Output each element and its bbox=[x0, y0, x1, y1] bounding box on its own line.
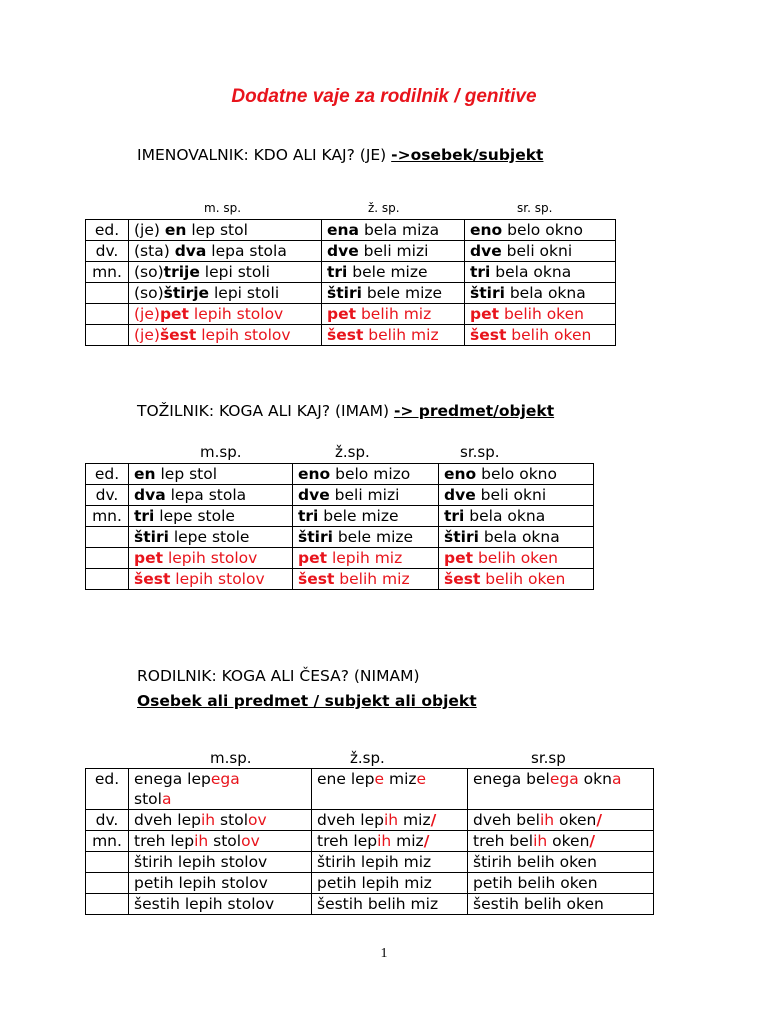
col-header-z: ž.sp. bbox=[350, 749, 385, 767]
table-row bbox=[86, 831, 654, 852]
table-cell: ene lepe mize bbox=[312, 769, 468, 810]
row-label: ed. bbox=[86, 220, 129, 241]
table-cell: šest belih oken bbox=[439, 569, 594, 590]
col-header-sr: sr.sp bbox=[531, 749, 566, 767]
table-cell: šestih lepih stolov bbox=[129, 894, 312, 915]
table-cell: dve beli mizi bbox=[322, 241, 465, 262]
row-label bbox=[86, 894, 129, 915]
imenovalnik-heading: IMENOVALNIK: KDO ALI KAJ? (JE) ->osebek/subjekt bbox=[137, 146, 544, 164]
table-cell: eno belo mizo bbox=[293, 464, 439, 485]
table-cell: (so)trije lepi stoli bbox=[129, 262, 322, 283]
row-label bbox=[86, 304, 129, 325]
table-cell: en lep stol bbox=[129, 464, 293, 485]
table-cell: pet lepih stolov bbox=[129, 548, 293, 569]
table-cell: dve beli okni bbox=[465, 241, 616, 262]
table-row bbox=[86, 894, 654, 915]
table-cell: šest lepih stolov bbox=[129, 569, 293, 590]
table-cell: ena bela miza bbox=[322, 220, 465, 241]
table-cell: štirih belih oken bbox=[468, 852, 654, 873]
table-row bbox=[86, 283, 616, 304]
table-row bbox=[86, 220, 616, 241]
row-label bbox=[86, 873, 129, 894]
table-row bbox=[86, 548, 594, 569]
table-row bbox=[86, 852, 654, 873]
table-cell: (je)šest lepih stolov bbox=[129, 325, 322, 346]
col-header-m: m. sp. bbox=[204, 201, 242, 215]
row-label bbox=[86, 527, 129, 548]
table-cell: (je) en lep stol bbox=[129, 220, 322, 241]
table-cell: pet belih oken bbox=[465, 304, 616, 325]
table-cell: petih belih oken bbox=[468, 873, 654, 894]
table-row bbox=[86, 485, 594, 506]
table-cell: dveh lepih miz/ bbox=[312, 810, 468, 831]
table-cell: eno belo okno bbox=[465, 220, 616, 241]
table-cell: štiri bela okna bbox=[465, 283, 616, 304]
table-cell: pet lepih miz bbox=[293, 548, 439, 569]
table-cell: tri bele mize bbox=[293, 506, 439, 527]
rodilnik-subheading: Osebek ali predmet / subjekt ali objekt bbox=[137, 692, 477, 710]
table-cell: tri bele mize bbox=[322, 262, 465, 283]
table-cell: eno belo okno bbox=[439, 464, 594, 485]
table-row bbox=[86, 569, 594, 590]
table-cell: štiri bela okna bbox=[439, 527, 594, 548]
table-cell: (je)pet lepih stolov bbox=[129, 304, 322, 325]
row-label: mn. bbox=[86, 506, 129, 527]
table-cell: šestih belih miz bbox=[312, 894, 468, 915]
table-row bbox=[86, 810, 654, 831]
table-row bbox=[86, 241, 616, 262]
col-header-sr: sr. sp. bbox=[517, 201, 553, 215]
table-cell: enega belega okna bbox=[468, 769, 654, 810]
table-cell: dva lepa stola bbox=[129, 485, 293, 506]
row-label: ed. bbox=[86, 464, 129, 485]
tozilnik-heading: TOŽILNIK: KOGA ALI KAJ? (IMAM) -> predmet/objekt bbox=[137, 402, 555, 420]
table-cell: šest belih miz bbox=[322, 325, 465, 346]
col-header-m: m.sp. bbox=[200, 443, 242, 461]
table-cell: šestih belih oken bbox=[468, 894, 654, 915]
table-cell: pet belih oken bbox=[439, 548, 594, 569]
page-title: Dodatne vaje za rodilnik / genitive bbox=[231, 86, 537, 107]
table-row bbox=[86, 464, 594, 485]
row-label: dv. bbox=[86, 241, 129, 262]
table-cell: treh lepih stolov bbox=[129, 831, 312, 852]
table-cell: enega lepega stola bbox=[129, 769, 312, 810]
table-row bbox=[86, 506, 594, 527]
row-label bbox=[86, 325, 129, 346]
table-cell: treh belih oken/ bbox=[468, 831, 654, 852]
rodilnik-table bbox=[85, 768, 654, 915]
row-label: mn. bbox=[86, 831, 129, 852]
page-number: 1 bbox=[380, 946, 388, 961]
row-label bbox=[86, 852, 129, 873]
table-cell: pet belih miz bbox=[322, 304, 465, 325]
table-cell: tri lepe stole bbox=[129, 506, 293, 527]
table-cell: (so)štirje lepi stoli bbox=[129, 283, 322, 304]
table-cell: štirih lepih stolov bbox=[129, 852, 312, 873]
col-header-sr: sr.sp. bbox=[460, 443, 500, 461]
table-row bbox=[86, 325, 616, 346]
table-cell: petih lepih stolov bbox=[129, 873, 312, 894]
row-label: ed. bbox=[86, 769, 129, 810]
row-label: mn. bbox=[86, 262, 129, 283]
table-row bbox=[86, 527, 594, 548]
table-cell: tri bela okna bbox=[439, 506, 594, 527]
row-label bbox=[86, 569, 129, 590]
table-row bbox=[86, 769, 654, 810]
table-cell: štiri bele mize bbox=[322, 283, 465, 304]
table-cell: (sta) dva lepa stola bbox=[129, 241, 322, 262]
table-cell: treh lepih miz/ bbox=[312, 831, 468, 852]
table-cell: petih lepih miz bbox=[312, 873, 468, 894]
table-cell: dveh belih oken/ bbox=[468, 810, 654, 831]
table-cell: dve beli okni bbox=[439, 485, 594, 506]
table-cell: šest belih miz bbox=[293, 569, 439, 590]
row-label: dv. bbox=[86, 485, 129, 506]
table-row bbox=[86, 873, 654, 894]
row-label: dv. bbox=[86, 810, 129, 831]
table-cell: štiri lepe stole bbox=[129, 527, 293, 548]
table-cell: štirih lepih miz bbox=[312, 852, 468, 873]
imenovalnik-table bbox=[85, 219, 616, 346]
col-header-z: ž. sp. bbox=[368, 201, 400, 215]
table-cell: dveh lepih stolov bbox=[129, 810, 312, 831]
row-label bbox=[86, 548, 129, 569]
col-header-m: m.sp. bbox=[210, 749, 252, 767]
table-cell: tri bela okna bbox=[465, 262, 616, 283]
row-label bbox=[86, 283, 129, 304]
table-cell: dve beli mizi bbox=[293, 485, 439, 506]
table-cell: štiri bele mize bbox=[293, 527, 439, 548]
rodilnik-heading: RODILNIK: KOGA ALI ČESA? (NIMAM) bbox=[137, 667, 420, 685]
tozilnik-table bbox=[85, 463, 594, 590]
table-cell: šest belih oken bbox=[465, 325, 616, 346]
table-row bbox=[86, 304, 616, 325]
col-header-z: ž.sp. bbox=[335, 443, 370, 461]
table-row bbox=[86, 262, 616, 283]
